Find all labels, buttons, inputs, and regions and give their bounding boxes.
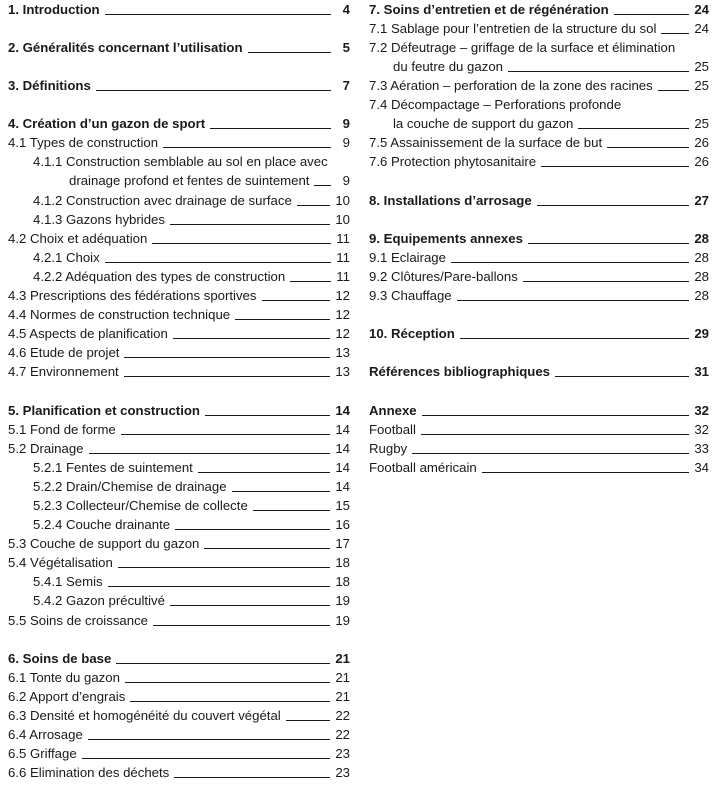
toc-entry[interactable] [8, 571, 350, 590]
toc-entry-title: 4.1.1 Construction semblable au sol en place avec [33, 154, 328, 169]
toc-entry-title: 6.6 Elimination des déchets [8, 765, 170, 780]
toc-leader-line [314, 185, 331, 186]
toc-entry[interactable] [8, 686, 350, 705]
toc-leader-line [105, 14, 331, 15]
toc-entry-title: du feutre du gazon [393, 59, 503, 74]
toc-entry-title: 4.7 Environnement [8, 364, 119, 379]
toc-page-number: 4 [342, 2, 350, 17]
toc-entry[interactable] [369, 438, 709, 457]
toc-entry-title: 8. Installations d’arrosage [369, 193, 532, 208]
toc-leader-line [460, 338, 690, 339]
toc-leader-line [124, 357, 330, 358]
toc-leader-line [198, 472, 331, 473]
toc-chapter-entry[interactable] [8, 400, 350, 419]
toc-entry-title: 7. Soins d’entretien et de régénération [369, 2, 609, 17]
toc-entry[interactable] [8, 170, 350, 189]
toc-page-number: 34 [694, 460, 709, 475]
toc-entry-title: 5.4.1 Semis [33, 574, 103, 589]
toc-leader-line [89, 453, 331, 454]
toc-entry[interactable] [369, 247, 709, 266]
toc-chapter-entry[interactable] [369, 400, 709, 419]
toc-entry[interactable] [8, 743, 350, 762]
toc-entry[interactable] [369, 266, 709, 285]
toc-entry-title: 7.1 Sablage pour l’entretien de la structure du sol [369, 21, 657, 36]
toc-leader-line [290, 281, 331, 282]
toc-entry[interactable] [8, 552, 350, 571]
toc-entry-title: 6.2 Apport d’engrais [8, 689, 126, 704]
toc-entry[interactable] [8, 476, 350, 495]
toc-entry-title: 9. Equipements annexes [369, 231, 523, 246]
toc-leader-line [210, 128, 331, 129]
toc-page-number: 10 [335, 193, 350, 208]
toc-leader-line [118, 567, 330, 568]
toc-entry-title: 7.2 Défeutrage – griffage de la surface et élimination [369, 40, 676, 55]
toc-page-number: 31 [694, 364, 709, 379]
toc-page-number: 10 [335, 212, 350, 227]
toc-entry[interactable] [8, 610, 350, 629]
toc-page-number: 28 [694, 269, 709, 284]
toc-entry-title: 10. Réception [369, 326, 455, 341]
toc-entry-title: 5.2.2 Drain/Chemise de drainage [33, 479, 227, 494]
toc-page-number: 17 [335, 536, 350, 551]
toc-leader-line [555, 376, 689, 377]
toc-page-number: 16 [335, 517, 350, 532]
toc-entry[interactable] [8, 762, 350, 781]
toc-entry-title: 4.6 Etude de projet [8, 345, 120, 360]
toc-page-number: 15 [335, 498, 350, 513]
toc-entry[interactable] [8, 438, 350, 457]
toc-leader-line [482, 472, 690, 473]
toc-page-number: 23 [335, 746, 350, 761]
toc-entry[interactable] [8, 151, 350, 170]
toc-entry-title: 5.2.3 Collecteur/Chemise de collecte [33, 498, 248, 513]
toc-leader-line [578, 128, 689, 129]
toc-entry[interactable] [369, 94, 709, 113]
toc-leader-line [421, 434, 689, 435]
toc-entry[interactable] [8, 342, 350, 361]
toc-leader-line [105, 262, 331, 263]
toc-chapter-entry[interactable] [8, 648, 350, 667]
toc-entry[interactable] [8, 361, 350, 380]
toc-entry-title: 7.6 Protection phytosanitaire [369, 154, 537, 169]
toc-entry[interactable] [8, 705, 350, 724]
toc-entry-title: 5.2.4 Couche drainante [33, 517, 171, 532]
toc-entry[interactable] [8, 190, 350, 209]
toc-leader-line [658, 90, 690, 91]
toc-page-number: 28 [694, 250, 709, 265]
toc-entry-title: 5.1 Fond de forme [8, 422, 116, 437]
toc-page-number: 14 [335, 403, 350, 418]
toc-page-number: 5 [342, 40, 350, 55]
toc-entry-title: 4.2.2 Adéquation des types de construction [33, 269, 286, 284]
toc-entry-title: 7.4 Décompactage – Perforations profonde [369, 97, 622, 112]
toc-chapter-entry[interactable] [369, 228, 709, 247]
toc-entry-title: 4. Création d’un gazon de sport [8, 116, 206, 131]
toc-leader-line [537, 205, 690, 206]
toc-entry-title: 4.1.2 Construction avec drainage de surface [33, 193, 292, 208]
toc-leader-line [108, 586, 331, 587]
toc-chapter-entry[interactable] [369, 323, 709, 342]
toc-entry-title: 5.5 Soins de croissance [8, 613, 149, 628]
toc-leader-line [82, 758, 331, 759]
toc-entry[interactable] [369, 56, 709, 75]
toc-page-number: 21 [335, 651, 350, 666]
toc-entry-title: 5.2 Drainage [8, 441, 84, 456]
toc-page-number: 14 [335, 422, 350, 437]
toc-page-number: 21 [335, 670, 350, 685]
toc-leader-line [125, 682, 330, 683]
toc-entry-title: Football [369, 422, 416, 437]
toc-entry-title: la couche de support du gazon [393, 116, 574, 131]
toc-leader-line [607, 147, 689, 148]
toc-entry-title: 6.1 Tonte du gazon [8, 670, 120, 685]
toc-page-number: 14 [335, 460, 350, 475]
toc-leader-line [541, 166, 689, 167]
toc-leader-line [297, 205, 331, 206]
toc-leader-line [170, 605, 330, 606]
toc-leader-line [152, 243, 331, 244]
toc-leader-line [412, 453, 689, 454]
toc-entry[interactable] [8, 667, 350, 686]
toc-entry-title: 4.2.1 Choix [33, 250, 100, 265]
toc-page-number: 14 [335, 441, 350, 456]
toc-page-number: 32 [694, 422, 709, 437]
toc-entry-title: 4.1.3 Gazons hybrides [33, 212, 165, 227]
toc-entry-title: 5.3 Couche de support du gazon [8, 536, 200, 551]
toc-entry[interactable] [8, 247, 350, 266]
toc-leader-line [457, 300, 690, 301]
toc-page-number: 24 [694, 2, 709, 17]
toc-leader-line [130, 701, 330, 702]
toc-page-number: 25 [694, 78, 709, 93]
toc-entry[interactable] [8, 457, 350, 476]
toc-page-number: 33 [694, 441, 709, 456]
toc-entry-title: 4.1 Types de construction [8, 135, 159, 150]
toc-leader-line [614, 14, 690, 15]
toc-entry[interactable] [369, 419, 709, 438]
toc-page-number: 26 [694, 135, 709, 150]
toc-page-number: 18 [335, 574, 350, 589]
toc-page-number: 9 [342, 173, 350, 188]
toc-entry-title: drainage profond et fentes de suintement [69, 173, 310, 188]
toc-leader-line [204, 548, 330, 549]
toc-page-number: 11 [336, 231, 350, 246]
toc-page-number: 25 [694, 59, 709, 74]
toc-entry-title: 6.4 Arrosage [8, 727, 83, 742]
toc-leader-line [163, 147, 331, 148]
toc-page-number: 22 [335, 708, 350, 723]
toc-entry[interactable] [8, 514, 350, 533]
toc-entry-title: 5.2.1 Fentes de suintement [33, 460, 193, 475]
toc-entry-title: 4.4 Normes de construction technique [8, 307, 231, 322]
toc-entry-title: 1. Introduction [8, 2, 100, 17]
toc-chapter-entry[interactable] [8, 37, 350, 56]
toc-leader-line [248, 52, 331, 53]
toc-page-number: 7 [342, 78, 350, 93]
toc-page-number: 12 [335, 307, 350, 322]
toc-page-number: 21 [335, 689, 350, 704]
toc-entry-title: 9.2 Clôtures/Pare-ballons [369, 269, 518, 284]
toc-entry[interactable] [369, 285, 709, 304]
toc-entry-title: 3. Définitions [8, 78, 91, 93]
toc-leader-line [175, 529, 330, 530]
toc-page-number: 23 [335, 765, 350, 780]
toc-leader-line [205, 415, 330, 416]
toc-entry[interactable] [8, 419, 350, 438]
toc-page-number: 19 [335, 613, 350, 628]
toc-chapter-entry[interactable] [369, 361, 709, 380]
toc-entry-title: 4.2 Choix et adéquation [8, 231, 148, 246]
toc-leader-line [523, 281, 690, 282]
toc-entry-title: 7.5 Assainissement de la surface de but [369, 135, 603, 150]
toc-leader-line [451, 262, 689, 263]
toc-entry-title: 6. Soins de base [8, 651, 112, 666]
toc-page-number: 22 [335, 727, 350, 742]
toc-entry[interactable] [8, 132, 350, 151]
toc-chapter-entry[interactable] [369, 190, 709, 209]
toc-leader-line [528, 243, 689, 244]
toc-page-number: 28 [694, 288, 709, 303]
toc-page-number: 12 [335, 288, 350, 303]
toc-page-number: 27 [694, 193, 709, 208]
toc-entry-title: 9.1 Eclairage [369, 250, 446, 265]
toc-chapter-entry[interactable] [8, 75, 350, 94]
toc-entry-title: Football américain [369, 460, 477, 475]
toc-entry-title: 4.5 Aspects de planification [8, 326, 168, 341]
toc-page-number: 13 [335, 345, 350, 360]
toc-leader-line [174, 777, 330, 778]
toc-page-number: 9 [342, 135, 350, 150]
toc-entry[interactable] [8, 323, 350, 342]
toc-page-number: 9 [342, 116, 350, 131]
toc-leader-line [124, 376, 331, 377]
toc-leader-line [422, 415, 690, 416]
toc-entry-title: 6.3 Densité et homogénéité du couvert végétal [8, 708, 281, 723]
toc-entry-title: 4.3 Prescriptions des fédérations sportives [8, 288, 257, 303]
toc-page-number: 25 [694, 116, 709, 131]
toc-page-number: 29 [694, 326, 709, 341]
toc-entry-title: 7.3 Aération – perforation de la zone des racines [369, 78, 653, 93]
toc-entry-title: 6.5 Griffage [8, 746, 77, 761]
toc-page-number: 32 [694, 403, 709, 418]
toc-entry[interactable] [8, 724, 350, 743]
toc-page-number: 11 [336, 250, 350, 265]
toc-entry-title: 5.4.2 Gazon précultivé [33, 593, 165, 608]
toc-entry[interactable] [8, 304, 350, 323]
toc-page-number: 26 [694, 154, 709, 169]
toc-entry-title: 2. Généralités concernant l’utilisation [8, 40, 243, 55]
toc-page-number: 24 [694, 21, 709, 36]
toc-entry[interactable] [369, 113, 709, 132]
toc-entry[interactable] [8, 495, 350, 514]
toc-entry[interactable] [369, 37, 709, 56]
toc-page-number: 28 [694, 231, 709, 246]
toc-entry-title: 5. Planification et construction [8, 403, 200, 418]
toc-leader-line [661, 33, 689, 34]
toc-entry[interactable] [369, 75, 709, 94]
toc-chapter-entry[interactable] [369, 0, 709, 18]
toc-entry[interactable] [8, 590, 350, 609]
toc-entry[interactable] [8, 285, 350, 304]
toc-leader-line [253, 510, 331, 511]
toc-leader-line [88, 739, 331, 740]
toc-entry[interactable] [8, 228, 350, 247]
toc-leader-line [170, 224, 330, 225]
toc-chapter-entry[interactable] [8, 113, 350, 132]
toc-page-number: 18 [335, 555, 350, 570]
toc-chapter-entry[interactable] [8, 0, 350, 18]
toc-page-number: 11 [336, 269, 350, 284]
toc-leader-line [286, 720, 331, 721]
toc-leader-line [508, 71, 689, 72]
toc-page-number: 19 [335, 593, 350, 608]
toc-leader-line [153, 625, 330, 626]
toc-leader-line [232, 491, 331, 492]
toc-entry[interactable] [369, 18, 709, 37]
toc-leader-line [116, 663, 330, 664]
toc-entry[interactable] [369, 151, 709, 170]
toc-entry-title: 9.3 Chauffage [369, 288, 452, 303]
toc-leader-line [96, 90, 331, 91]
toc-entry[interactable] [8, 533, 350, 552]
toc-page-number: 14 [335, 479, 350, 494]
toc-page-number: 13 [335, 364, 350, 379]
toc-leader-line [173, 338, 331, 339]
toc-entry[interactable] [369, 457, 709, 476]
toc-leader-line [235, 319, 330, 320]
toc-leader-line [262, 300, 331, 301]
toc-entry-title: Références bibliographiques [369, 364, 551, 379]
toc-entry-title: 5.4 Végétalisation [8, 555, 113, 570]
toc-leader-line [121, 434, 331, 435]
toc-page-number: 12 [335, 326, 350, 341]
toc-entry[interactable] [369, 132, 709, 151]
toc-entry-title: Annexe [369, 403, 417, 418]
toc-entry[interactable] [8, 209, 350, 228]
toc-entry-title: Rugby [369, 441, 408, 456]
toc-entry[interactable] [8, 266, 350, 285]
